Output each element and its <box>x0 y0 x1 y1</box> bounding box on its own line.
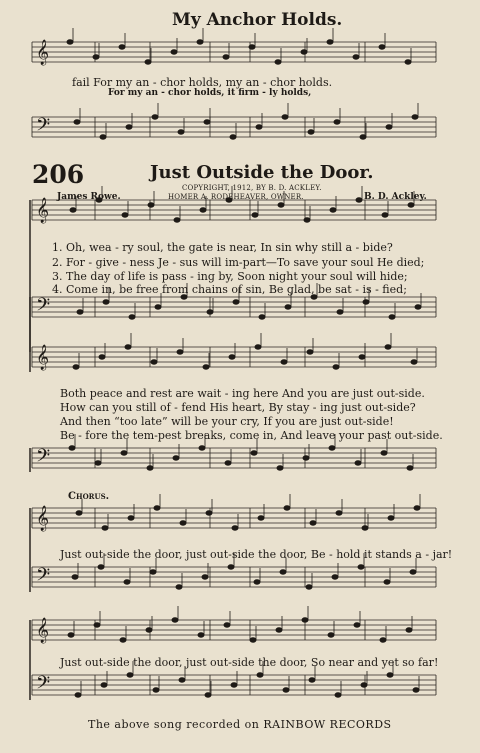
verse-a-line-2: 2. For - give - ness Je - sus will im-part—To save your soul He died; <box>52 256 425 269</box>
svg-text:𝄞: 𝄞 <box>36 198 50 223</box>
footer-note: The above song recorded on RAINBOW RECORDS <box>88 718 392 731</box>
verse-a-line-1: 1. Oh, wea - ry soul, the gate is near, In sin why still a - bide? <box>52 241 393 254</box>
author-credit: James Rowe. <box>57 192 121 202</box>
previous-hymn-lyric-1: fail For my an - chor holds, my an - chor holds. <box>72 76 333 89</box>
svg-text:𝄞: 𝄞 <box>36 506 50 531</box>
verse-a-line-3: 3. The day of life is pass - ing by, Soon night your soul will hide; <box>52 270 408 283</box>
svg-text:𝄢: 𝄢 <box>36 673 51 698</box>
verse-b-line-4: Be - fore the tem-pest breaks, come in, And leave your past out-side. <box>60 429 443 442</box>
svg-text:𝄢: 𝄢 <box>36 295 51 320</box>
svg-text:𝄢: 𝄢 <box>36 446 51 471</box>
svg-text:𝄢: 𝄢 <box>36 565 51 590</box>
previous-hymn-title: My Anchor Holds. <box>172 10 343 30</box>
svg-text:𝄢: 𝄢 <box>36 115 51 140</box>
copyright-line-2: HOMER A. RODEHEAVER, OWNER. <box>168 193 304 201</box>
previous-hymn-lyric-2: For my an - chor holds, it firm - ly holds, <box>108 88 312 98</box>
verse-b-line-3: And then “too late” will be your cry, If you are just out-side! <box>60 415 394 428</box>
svg-text:𝄞: 𝄞 <box>36 40 50 65</box>
svg-text:𝄞: 𝄞 <box>36 618 50 643</box>
chorus-line-2: Just out-side the door, just out-side the door, So near and yet so far! <box>60 656 439 669</box>
chorus-line-1: Just out-side the door, just out-side the door, Be - hold it stands a - jar! <box>60 548 453 561</box>
svg-text:𝄞: 𝄞 <box>36 345 50 370</box>
hymn-number: 206 <box>32 160 85 189</box>
hymn-title: Just Outside the Door. <box>150 162 374 183</box>
verse-b-line-1: Both peace and rest are wait - ing here And you are just out-side. <box>60 387 425 400</box>
chorus-label: Chorus. <box>68 491 110 502</box>
verse-b-line-2: How can you still of - fend His heart, By stay - ing just out-side? <box>60 401 416 414</box>
verse-a-line-4: 4. Come in, be free from chains of sin, Be glad, be sat - is - fied; <box>52 283 407 296</box>
copyright-line-1: COPYRIGHT, 1912, BY B. D. ACKLEY. <box>182 184 322 192</box>
composer-credit: B. D. Ackley. <box>364 192 427 202</box>
